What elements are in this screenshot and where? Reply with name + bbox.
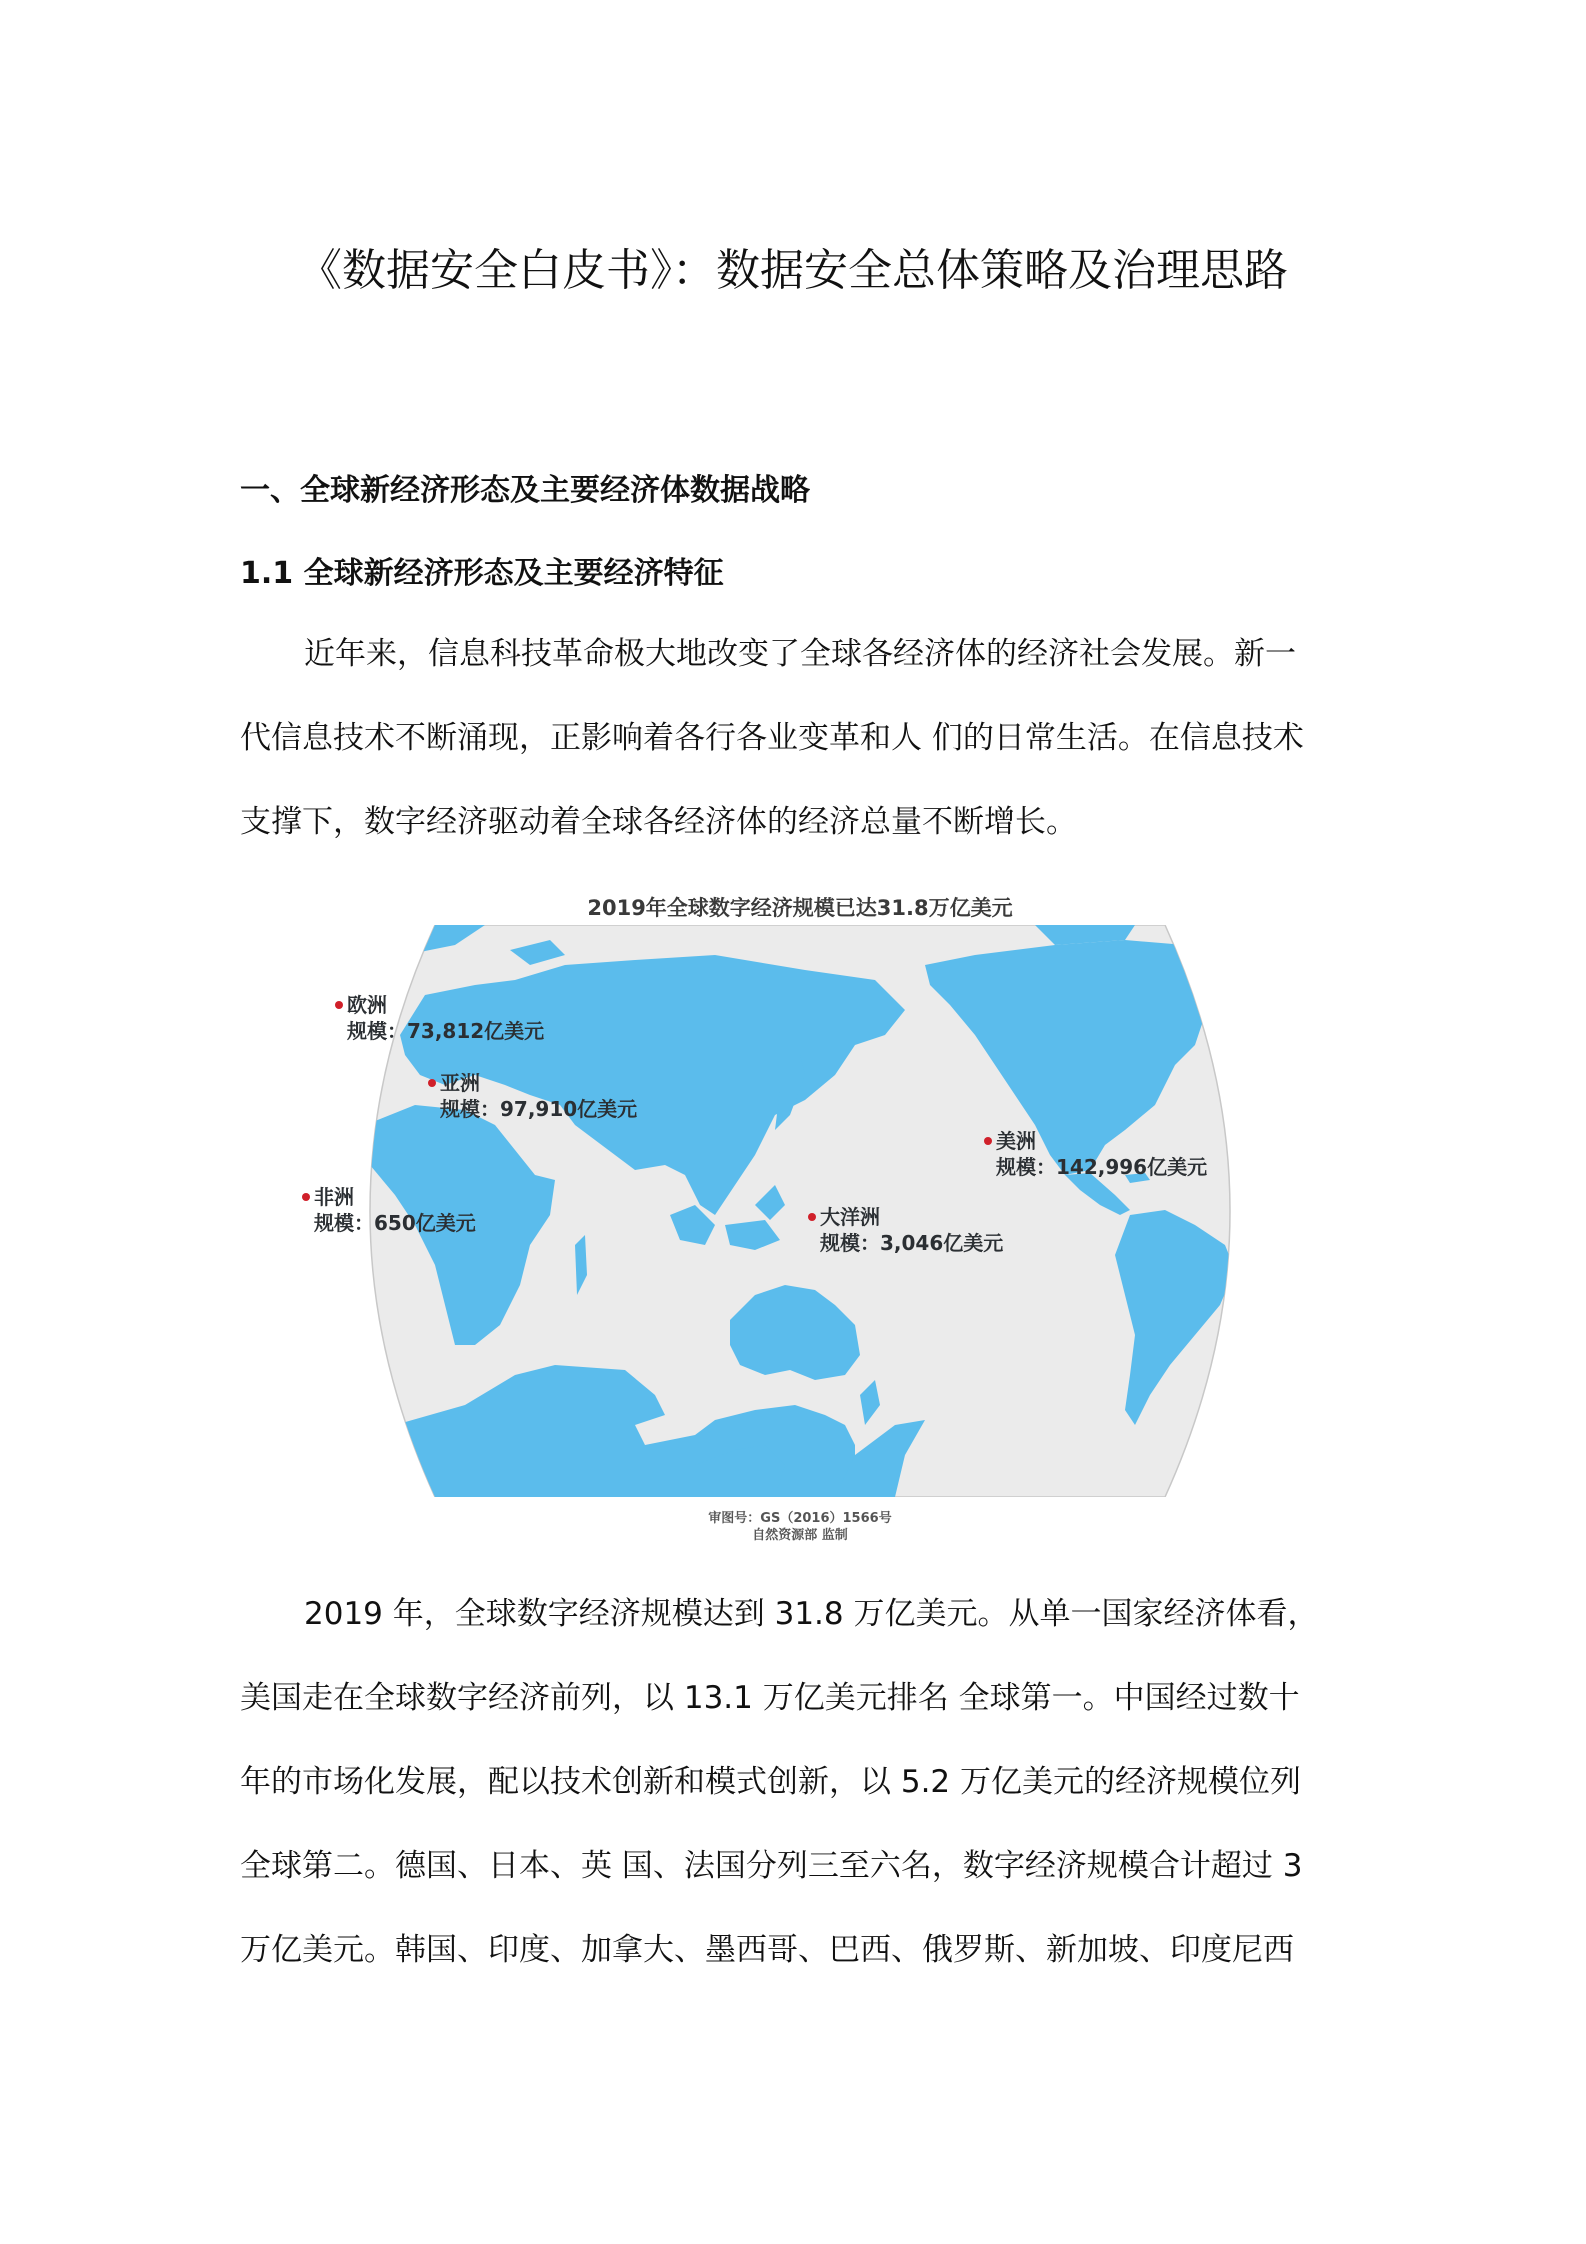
region-label-americas (984, 1128, 1207, 1180)
region-label-oceania (808, 1204, 1003, 1256)
marker-dot-icon (302, 1193, 310, 1201)
region-label-asia (428, 1070, 637, 1122)
paragraph-line: 全球第二。德国、日本、英 国、法国分列三至六名，数字经济规模合计超过 3 (240, 1848, 1303, 1884)
region-name: 亚洲 (440, 1071, 480, 1095)
region-name: 非洲 (314, 1185, 354, 1209)
caption-line: 审图号：GS（2016）1566号 (708, 1511, 892, 1526)
paragraph-line: 2019 年，全球数字经济规模达到 31.8 万亿美元。从单一国家经济体看， (304, 1596, 1319, 1632)
marker-dot-icon (335, 1001, 343, 1009)
region-name: 美洲 (996, 1129, 1036, 1153)
caption-line: 自然资源部 监制 (752, 1528, 848, 1543)
region-scale: 规模：650亿美元 (314, 1211, 476, 1235)
figure-title: 2019年全球数字经济规模已达31.8万亿美元 (587, 896, 1013, 920)
document-title: 《数据安全白皮书》：数据安全总体策略及治理思路 (298, 245, 1288, 297)
region-label-europe (335, 992, 544, 1044)
paragraph-intro (240, 612, 1350, 864)
paragraph-line: 近年来，信息科技革命极大地改变了全球各经济体的经济社会发展。新一 (304, 636, 1296, 672)
region-scale: 规模：3,046亿美元 (820, 1231, 1004, 1255)
paragraph-line: 美国走在全球数字经济前列，以 13.1 万亿美元排名 全球第一。中国经过数十 (240, 1680, 1300, 1716)
marker-dot-icon (428, 1079, 436, 1087)
paragraph-line: 万亿美元。韩国、印度、加拿大、墨西哥、巴西、俄罗斯、新加坡、印度尼西 (240, 1932, 1294, 1968)
subsection-heading: 1.1 全球新经济形态及主要经济特征 (240, 556, 724, 591)
paragraph-line: 代信息技术不断涌现，正影响着各行各业变革和人 们的日常生活。在信息技术 (240, 720, 1304, 756)
marker-dot-icon (984, 1137, 992, 1145)
region-scale: 规模：97,910亿美元 (440, 1097, 638, 1121)
region-name: 欧洲 (347, 993, 387, 1017)
region-scale: 规模：142,996亿美元 (996, 1155, 1208, 1179)
paragraph-line: 支撑下，数字经济驱动着全球各经济体的经济总量不断增长。 (240, 804, 1077, 840)
section-heading: 一、全球新经济形态及主要经济体数据战略 (240, 473, 810, 508)
map-approval-caption (330, 1510, 1270, 1544)
region-scale: 规模：73,812亿美元 (347, 1019, 545, 1043)
world-map-figure (314, 880, 1270, 1560)
paragraph-line: 年的市场化发展，配以技术创新和模式创新，以 5.2 万亿美元的经济规模位列 (240, 1764, 1302, 1800)
paragraph-digital-economy (240, 1572, 1350, 1992)
region-name: 大洋洲 (820, 1205, 880, 1229)
marker-dot-icon (808, 1213, 816, 1221)
region-label-africa (302, 1184, 476, 1236)
